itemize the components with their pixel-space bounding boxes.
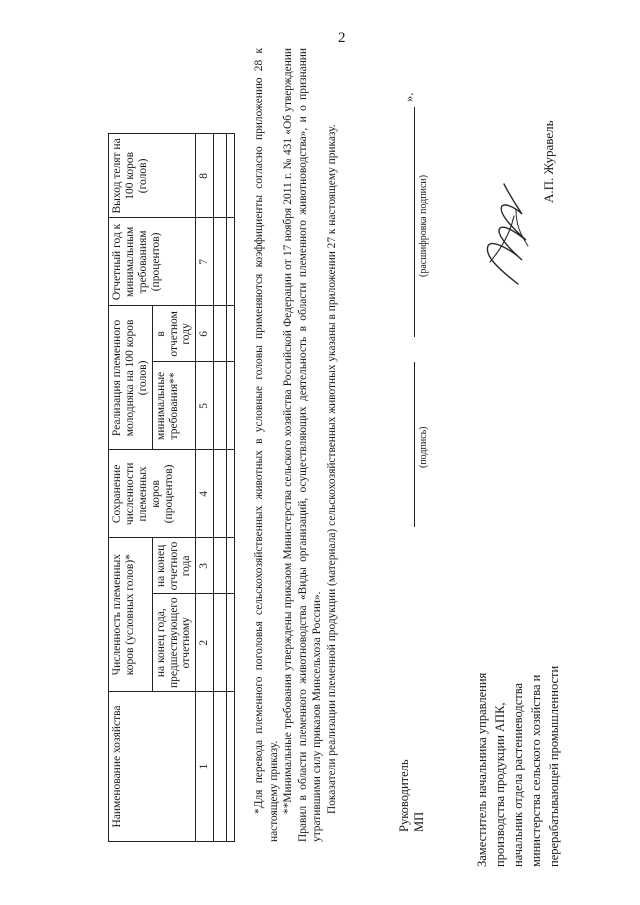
footnote-conventional-heads: *Для перевода племенного поголовья сельскохозяйственных животных в условные головы применяются коэффициенты согласно приложению 28 к настоящему приказу.: [253, 48, 280, 842]
header-report-vs-min: Отчетный год к минимальным требованиям (процентов): [109, 218, 196, 306]
official-name: А.П. Журавель: [541, 120, 556, 203]
official-position: [473, 507, 563, 867]
position-line: министерства сельского хозяйства и: [529, 674, 543, 867]
column-number-3: 3: [196, 538, 214, 594]
header-farm-name: Наименование хозяйства: [109, 692, 196, 842]
position-line: Заместитель начальника управления: [475, 672, 489, 867]
header-sales-report: в отчетном году: [152, 306, 196, 362]
stamp-label: МП: [412, 811, 426, 832]
footnote-minimal-requirements: **Минимальные требования утверждены приказом Министерства сельского хозяйства Российской Федерации от 17 ноября 2011 г. № 431 «Об утверждении Правил в области племенного животноводства «Виды организаций, осуществляющих деятельность в области племенного животноводства», и о признании утратившими силу приказов Минсельхоза России».: [282, 48, 323, 842]
header-calves: Выход телят на 100 коров (голов): [109, 134, 196, 218]
header-breeding-cows: Численность племенных коров (условных голов)*: [109, 538, 153, 692]
header-cows-start: на конец года, предшествующего отчетному: [152, 594, 196, 692]
header-sales-min: минимальные требования**: [152, 362, 196, 450]
column-number-2: 2: [196, 594, 214, 692]
table-row: [214, 134, 227, 842]
column-number-5: 5: [196, 362, 214, 450]
handwritten-signature: [470, 180, 540, 290]
column-number-1: 1: [196, 692, 214, 842]
decoding-caption: (расшифровка подписи): [418, 174, 429, 277]
closing-mark: ».: [402, 92, 416, 102]
head-label: Руководитель: [397, 759, 411, 832]
header-sales: Реализация племенного молодняка на 100 коров (голов): [109, 306, 153, 450]
footnote-sales-indicators: Показатели реализации племенной продукции (материала) сельскохозяйственных животных указаны в приложении 27 к настоящему приказу.: [325, 124, 338, 814]
table-header-row-1: [109, 134, 153, 842]
table-row: [227, 134, 235, 842]
footnotes: [252, 48, 339, 842]
column-number-row: [196, 134, 214, 842]
column-number-6: 6: [196, 306, 214, 362]
position-line: производства продукции АПК,: [493, 702, 507, 867]
signature-line: [414, 362, 415, 527]
position-line: перерабатывающей промышленности: [547, 665, 561, 867]
column-number-4: 4: [196, 450, 214, 538]
signature-caption: (подпись): [418, 426, 429, 468]
decoding-line: [414, 107, 415, 337]
position-line: начальник отдела растениеводства: [511, 682, 525, 867]
column-number-8: 8: [196, 134, 214, 218]
column-number-7: 7: [196, 218, 214, 306]
header-preservation: Сохранение численности племенных коров (процентов): [109, 450, 196, 538]
page-number: 2: [338, 30, 346, 46]
header-cows-end: на конец отчетного года: [152, 538, 196, 594]
report-table: [108, 133, 235, 842]
